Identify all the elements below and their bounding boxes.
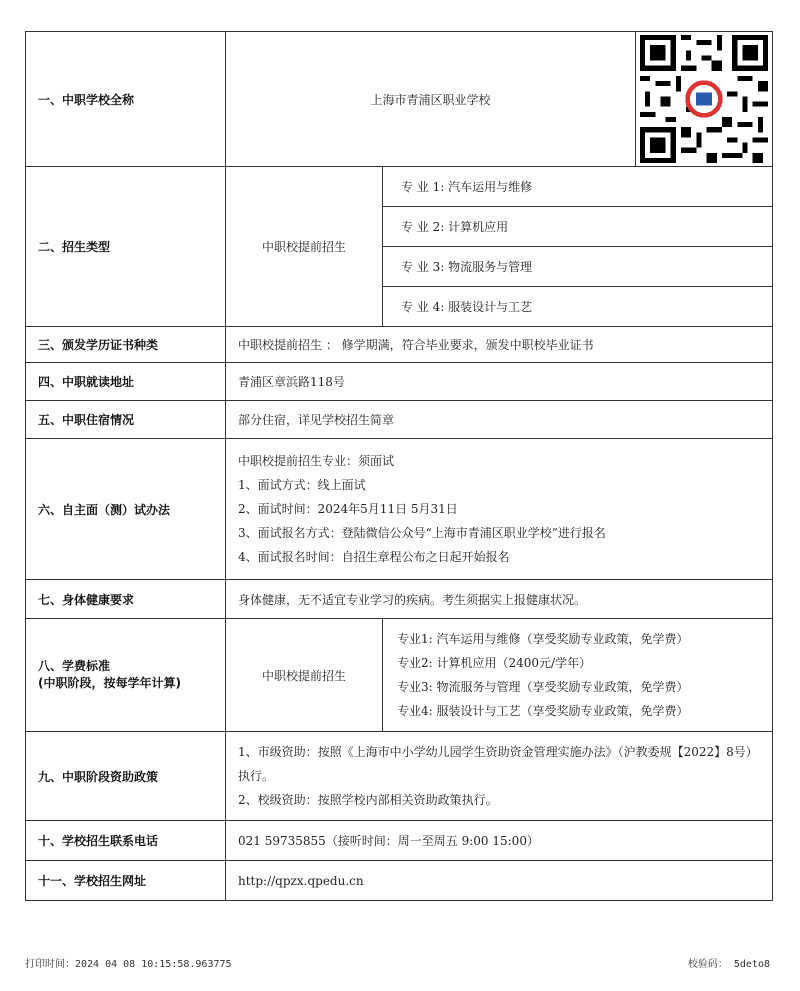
dormitory-value: 部分住宿，详见学校招生简章 bbox=[226, 401, 773, 439]
certificate-label: 三、颁发学历证书种类 bbox=[26, 327, 226, 363]
interview-value bbox=[226, 439, 773, 580]
aid-policy-value bbox=[226, 732, 773, 821]
aid-line: 2、校级资助：按照学校内部相关资助政策执行。 bbox=[238, 793, 498, 807]
phone-label: 十、学校招生联系电话 bbox=[26, 821, 226, 861]
fees-value bbox=[383, 619, 773, 732]
enrollment-info-table bbox=[25, 31, 773, 901]
fees-label-note: (中职阶段，按每学年计算) bbox=[38, 676, 181, 690]
aid-policy-label: 九、中职阶段资助政策 bbox=[26, 732, 226, 821]
fee-line: 专业3: 物流服务与管理（享受奖励专业政策，免学费） bbox=[397, 680, 689, 694]
print-time: 打印时间：2024 04 08 10:15:58.963775 bbox=[25, 959, 232, 970]
address-value: 青浦区章浜路118号 bbox=[226, 363, 773, 401]
health-label: 七、身体健康要求 bbox=[26, 580, 226, 619]
fee-line: 专业4: 服装设计与工艺（享受奖励专业政策，免学费） bbox=[397, 704, 689, 718]
interview-line: 3、面试报名方式：登陆微信公众号“上海市青浦区职业学校”进行报名 bbox=[238, 526, 606, 540]
fees-label-title: 八、学费标准 bbox=[38, 659, 111, 673]
interview-line: 4、面试报名时间：自招生章程公布之日起开始报名 bbox=[238, 550, 510, 564]
dormitory-label: 五、中职住宿情况 bbox=[26, 401, 226, 439]
enroll-type-label: 二、招生类型 bbox=[26, 167, 226, 327]
interview-label: 六、自主面（测）试办法 bbox=[26, 439, 226, 580]
website-value: http://qpzx.qpedu.cn bbox=[226, 861, 773, 901]
qr-code-icon bbox=[640, 35, 768, 163]
interview-line: 中职校提前招生专业：须面试 bbox=[238, 454, 395, 468]
major-2: 专 业 2: 计算机应用 bbox=[383, 207, 773, 247]
interview-line: 2、面试时间：2024年5月11日 5月31日 bbox=[238, 502, 458, 516]
website-label: 十一、学校招生网址 bbox=[26, 861, 226, 901]
fee-line: 专业1: 汽车运用与维修（享受奖励专业政策，免学费） bbox=[397, 632, 689, 646]
qr-code-cell bbox=[636, 32, 773, 167]
major-1: 专 业 1: 汽车运用与维修 bbox=[383, 167, 773, 207]
aid-line: 1、市级资助：按照《上海市中小学幼儿园学生资助资金管理实施办法》（沪教委规【2022】8号）执行。 bbox=[238, 745, 758, 783]
major-4: 专 业 4: 服装设计与工艺 bbox=[383, 287, 773, 327]
address-label: 四、中职就读地址 bbox=[26, 363, 226, 401]
school-name-label: 一、中职学校全称 bbox=[26, 32, 226, 167]
fees-type: 中职校提前招生 bbox=[226, 619, 383, 732]
major-3: 专 业 3: 物流服务与管理 bbox=[383, 247, 773, 287]
fees-label bbox=[26, 619, 226, 732]
fee-line: 专业2: 计算机应用（2400元/学年） bbox=[397, 656, 592, 670]
school-name-value: 上海市青浦区职业学校 bbox=[226, 32, 636, 167]
health-value: 身体健康，无不适宜专业学习的疾病。考生须据实上报健康状况。 bbox=[226, 580, 773, 619]
certificate-value: 中职校提前招生 ： 修学期满，符合毕业要求，颁发中职校毕业证书 bbox=[226, 327, 773, 363]
phone-value: 021 59735855（接听时间：周一至周五 9:00 15:00） bbox=[226, 821, 773, 861]
enroll-type-value: 中职校提前招生 bbox=[226, 167, 383, 327]
check-code: 校验码： 5deto8 bbox=[687, 959, 770, 970]
interview-line: 1、面试方式：线上面试 bbox=[238, 478, 366, 492]
